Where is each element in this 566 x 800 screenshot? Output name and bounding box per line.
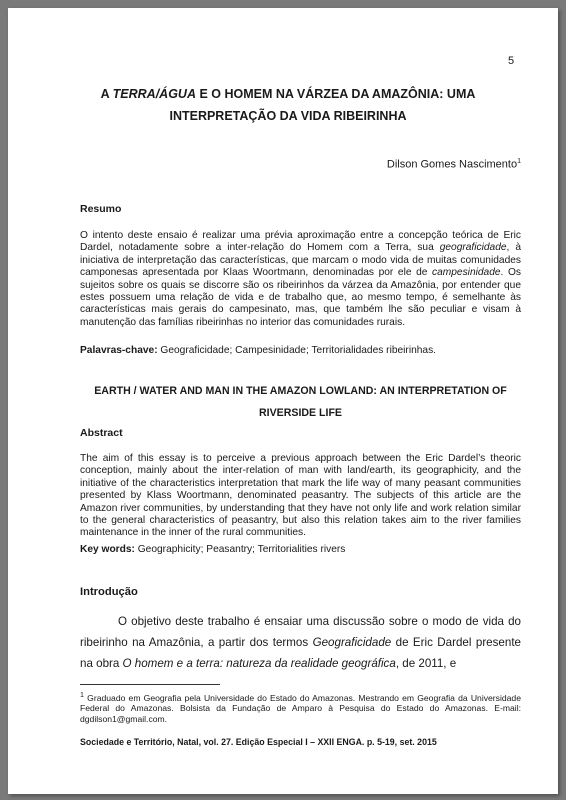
title-italic: TERRA/ÁGUA: [112, 87, 196, 101]
introducao-text: [80, 611, 521, 674]
page-number: 5: [508, 55, 515, 67]
footnote-divider: [80, 684, 220, 685]
text-run: O objetivo deste trabalho é ensaiar uma discussão sobre o modo de vida do ribeirinho na Amazônia, a partir dos termos: [80, 615, 521, 649]
keywords-text: Geographicity; Peasantry; Territorialities rivers: [134, 544, 346, 555]
keywords-label: Palavras-chave:: [80, 345, 158, 356]
palavras-chave: [80, 345, 521, 356]
english-title: EARTH / WATER AND MAN IN THE AMAZON LOWLAND: AN INTERPRETATION OF RIVERSIDE LIFE: [94, 385, 507, 419]
text-run: . Os sujeitos sobre os quais se discorre são os ribeirinhos da várzea da Amazônia, por entender que estes possuem uma relação de vida e de trabalho que, ao mesmo tempo, é semelhante às características mais gerais do campesinato, mas, que também lhe são peculiar e visam à manutenção das famílias ribeirinhas no interior das comunidades rurais.: [80, 267, 521, 328]
document-page: [8, 8, 558, 794]
author-name: Dilson Gomes Nascimento: [386, 158, 518, 171]
keywords-text: Geograficidade; Campesinidade; Territorialidades ribeirinhas.: [157, 345, 437, 356]
resumo-text: [80, 230, 521, 329]
author: [248, 158, 521, 171]
key-words: [80, 544, 521, 555]
footnote: [80, 690, 521, 725]
italic-term: geograficidade: [439, 242, 507, 254]
italic-term: campesinidade: [432, 267, 501, 279]
footnote-mark: 1: [80, 691, 84, 699]
introducao-heading: Introdução: [80, 586, 138, 598]
italic-term: Geograficidade: [312, 636, 392, 649]
journal-footer: Sociedade e Território, Natal, vol. 27. Edição Especial I – XXII ENGA. p. 5-19, set. 2015: [80, 737, 437, 747]
footnote-text: Graduado em Geografia pela Universidade do Estado do Amazonas. Mestrando em Geografia da Universidade Federal do Amazonas. Bolsista da Fundação de Amparo à Pesquisa do Estado do Amazonas. E-mail: dgdilson1@gmail.com.: [80, 692, 521, 725]
paper-title: [68, 83, 508, 127]
abstract-text: The aim of this essay is to perceive a previous approach between the Eric Dardel’s theoric conception, mainly about the inter-relation of man with land/earth, its geographicity, and the initiative of the characteristics interpretation that mark the life way of many peasant communities presented by Klass Woortmann, denominated peasantry. The subjects of this article are the Amazon river communities, by understanding that they have not only life and work relation similar to the general characteristics of peasantry, but also this relation takes aim to the river families maintenance in the inner of the rural communities.: [80, 453, 521, 539]
text-run: , de 2011, e: [395, 657, 457, 670]
text-run: , à iniciativa de interpretação das características, que marcam o modo vida de muitas comunidades camponesas apresentada por Klaas Woortmann, denominadas por ele de: [80, 242, 521, 279]
italic-term: O homem e a terra: natureza da realidade geográfica: [122, 657, 396, 670]
footnote-ref: 1: [517, 158, 521, 165]
keywords-label: Key words:: [80, 544, 135, 555]
resumo-heading: Resumo: [80, 203, 122, 215]
text-run: de Eric Dardel presente na obra: [80, 636, 521, 670]
text-run: O intento deste ensaio é realizar uma prévia aproximação entre a concepção teórica de Eric Dardel, notadamente sobre a inter-relação do Homem com a Terra, sua: [80, 230, 521, 254]
abstract-heading: Abstract: [80, 427, 123, 439]
title-part: E O HOMEM NA VÁRZEA DA AMAZÔNIA: UMA INTERPRETAÇÃO DA VIDA RIBEIRINHA: [169, 87, 476, 123]
title-part: A: [100, 87, 113, 101]
